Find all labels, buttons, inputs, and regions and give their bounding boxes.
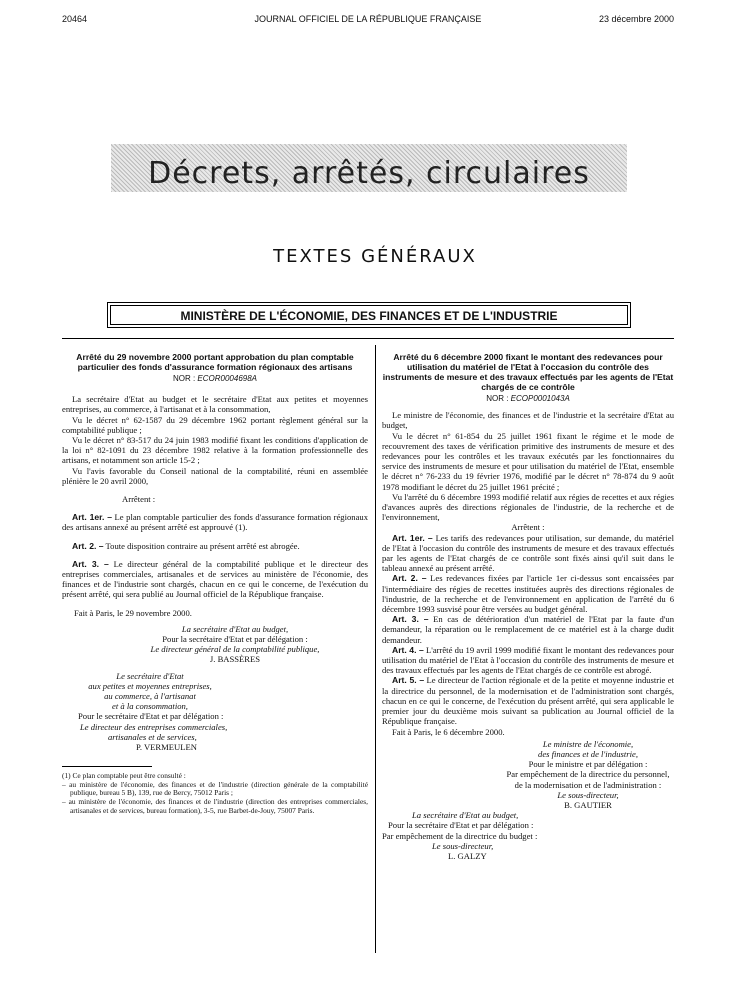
article	[382, 614, 674, 645]
article-label: Art. 3. –	[72, 558, 109, 569]
signature-line: Le directeur des entreprises commerciales,	[80, 721, 228, 732]
article-label: Art. 1er. –	[392, 532, 433, 543]
article-text: Toute disposition contraire au présent arrêté est abrogée.	[103, 540, 300, 551]
article	[382, 675, 674, 726]
running-header	[62, 12, 674, 28]
signatory-name: L. GALZY	[448, 850, 487, 861]
signature-line: et à la consommation,	[112, 701, 188, 712]
article-text: Le directeur général de la comptabilité publique et le directeur des entreprises commerciales, artisanales et de services au ministère de l'économie, des finances et de l'industrie sont chargés, chacun en ce qui le concerne, de l'exécution du présent arrêté, qui sera publié au Journal officiel de la République française.	[62, 558, 368, 600]
signature-line: Le ministre de l'économie,	[542, 738, 634, 749]
right-column	[382, 352, 674, 861]
article	[62, 512, 368, 532]
signature-line: Le sous-directeur,	[432, 840, 494, 851]
signature-line: Par empêchement de la directrice du personnel,	[506, 769, 670, 780]
signature-line: Pour la secrétaire d'Etat et par délégation :	[388, 820, 534, 831]
signature-line: Pour la secrétaire d'Etat et par délégation :	[162, 634, 308, 645]
article-label: Art. 5. –	[392, 675, 425, 686]
article-text: Le directeur de l'action régionale et de la petite et moyenne industrie et la directrice du personnel, de la modernisation et de l'administration sont chargés, chacun en ce qui le concerne, de l'exécution du présent arrêté, qui sera applicable le premier jour du deuxième mois suivant sa publication au Journal officiel de la République française.	[382, 675, 674, 727]
signature-block	[382, 810, 674, 861]
paragraph: Vu l'arrêté du 6 décembre 1993 modifié relatif aux régies de recettes et aux régies d'avances auprès des directions régionales de l'industrie, de la recherche et de l'environnement,	[382, 491, 674, 523]
signatory-name: J. BASSÈRES	[209, 654, 261, 665]
paragraph: Vu le décret n° 61-854 du 25 juillet 1961 fixant le régime et le mode de recouvrement des taxes de vérification primitive des instruments de mesure et des redevances pour les contrôles et les travaux exécutés par les fonctionnaires du service des instruments de mesure et pour utilisation du matériel de l'Etat, ensemble le décret n° 76-233 du 19 février 1976, modifié par le décret n° 78-874 du 9 août 1978 modifiant le décret du 25 juillet 1961 précité ;	[382, 430, 674, 492]
issue-date: 23 décembre 2000	[598, 14, 674, 24]
article-label: Art. 2. –	[72, 540, 104, 551]
signature-line: La secrétaire d'Etat au budget,	[181, 623, 289, 634]
signature-line: artisanales et de services,	[108, 731, 197, 742]
signature-block	[62, 671, 368, 712]
nor-label: NOR :	[172, 374, 198, 383]
signature-line: La secrétaire d'Etat au budget,	[412, 810, 519, 821]
section-heading: TEXTES GÉNÉRAUX	[273, 246, 477, 267]
signature-line: des finances et de l'industrie,	[538, 748, 638, 759]
nor-reference	[62, 374, 368, 384]
signatory-name: B. GAUTIER	[564, 799, 612, 810]
article-text: En cas de détérioration d'un matériel de l'Etat par la faute d'un demandeur, la réparation ou le remplacement de ce matériel est à la charge dudit demandeur.	[382, 614, 674, 645]
nor-code: ECOP0001043A	[510, 394, 570, 403]
ministry-title: MINISTÈRE DE L'ÉCONOMIE, DES FINANCES ET DE L'INDUSTRIE	[180, 309, 558, 323]
signatory-name: P. VERMEULEN	[136, 742, 197, 753]
footnote: – au ministère de l'économie, des finances et de l'industrie (direction des entreprises commerciales, artisanales et de services, bureau formation), 3-5, rue Barbet-de-Jouy, 75007 Paris.	[62, 797, 368, 815]
article-label: Art. 2. –	[392, 573, 427, 584]
article-text: Le plan comptable particulier des fonds d'assurance formation régionaux des artisans annexé au présent arrêté est approuvé (1).	[62, 512, 368, 533]
signature-date: Fait à Paris, le 6 décembre 2000.	[392, 726, 505, 737]
article-label: Art. 3. –	[392, 614, 429, 625]
article-text: Les tarifs des redevances pour utilisation, sur demande, du matériel de l'Etat à l'occasion du contrôle des instruments de mesure et des travaux effectués par les agents de l'Etat chargés de ce contrôle sont fixés ainsi qu'il suit dans le tableau annexé au présent arrêté.	[382, 532, 674, 574]
article-text: L'arrêté du 19 avril 1999 modifié fixant le montant des redevances pour utilisation du matériel de l'Etat à l'occasion du contrôle des instruments de mesure et des travaux effectués par les agents de l'Etat chargés de ce contrôle est abrogé.	[382, 644, 674, 676]
article	[382, 645, 674, 676]
signature-line: de la modernisation et de l'administration :	[514, 779, 662, 790]
signature-line: Pour le secrétaire d'Etat et par délégation :	[78, 711, 224, 722]
journal-title: JOURNAL OFFICIEL DE LA RÉPUBLIQUE FRANÇAISE	[254, 14, 482, 24]
section-banner	[111, 144, 627, 192]
decree-title: Arrêté du 6 décembre 2000 fixant le montant des redevances pour utilisation du matériel de l'Etat à l'occasion du contrôle des instruments de mesure et des travaux effectués par les agents de l'Etat chargés de ce contrôle	[382, 352, 674, 392]
article	[62, 559, 368, 600]
divider	[62, 338, 674, 339]
signature-line: Par empêchement de la directrice du budget :	[382, 830, 538, 841]
signature-line: Le directeur général de la comptabilité publique,	[150, 644, 320, 655]
nor-reference	[382, 394, 674, 404]
arretent: Arrêtent :	[511, 522, 545, 533]
paragraph: Vu le décret n° 62-1587 du 29 décembre 1962 portant règlement général sur la comptabilité publique ;	[62, 414, 368, 435]
footnote-divider	[62, 766, 152, 767]
article-text: Les redevances fixées par l'article 1er ci-dessus sont encaissées par l'intermédiaire des régies de recettes instituées auprès des directions régionales de l'industrie, de la recherche et de l'environnement en application de l'arrêté du 6 décembre 1993 susvisé pour être versées au budget général.	[382, 573, 674, 615]
nor-label: NOR :	[486, 394, 511, 403]
article	[382, 573, 674, 614]
article-label: Art. 1er. –	[72, 512, 112, 523]
signature-block	[382, 739, 674, 810]
article-label: Art. 4. –	[392, 644, 424, 655]
left-column	[62, 352, 368, 815]
nor-code: ECOR0004698A	[197, 374, 258, 383]
paragraph: Le ministre de l'économie, des finances et de l'industrie et la secrétaire d'Etat au budget,	[382, 410, 674, 431]
footnote: (1) Ce plan comptable peut être consulté :	[62, 771, 186, 781]
decree-title: Arrêté du 29 novembre 2000 portant approbation du plan comptable particulier des fonds d'assurance formation régionaux des artisans	[76, 352, 354, 372]
signature-line: Le sous-directeur,	[557, 789, 619, 800]
footnote: – au ministère de l'économie, des finances et de l'industrie (direction générale de la comptabilité publique, bureau 5 B), 139, rue de Bercy, 75012 Paris ;	[62, 779, 368, 798]
paragraph: Vu l'avis favorable du Conseil national de la comptabilité, réuni en assemblée plénière le 20 avril 2000,	[62, 465, 368, 486]
arretent: Arrêtent :	[122, 494, 156, 505]
paragraph: Vu le décret n° 83-517 du 24 juin 1983 modifié fixant les conditions d'application de la loi n° 82-1091 du 23 décembre 1982 relative à la formation professionnelle des artisans, et notamment son article 15-2 ;	[62, 435, 368, 466]
page-number: 20464	[62, 14, 88, 24]
ministry-box	[107, 302, 631, 328]
signature-date: Fait à Paris, le 29 novembre 2000.	[74, 607, 192, 618]
signature-block	[62, 624, 368, 665]
signature-line: Pour le ministre et par délégation :	[528, 759, 648, 770]
signature-line: au commerce, à l'artisanat	[104, 691, 196, 702]
paragraph: La secrétaire d'Etat au budget et le secrétaire d'Etat aux petites et moyennes entreprises, au commerce, à l'artisanat et à la consommation,	[62, 394, 368, 415]
banner-title: Décrets, arrêtés, circulaires	[148, 156, 590, 191]
signature-block	[62, 711, 368, 752]
signature-line: aux petites et moyennes entreprises,	[88, 680, 212, 691]
article	[62, 541, 368, 551]
article	[382, 533, 674, 574]
column-divider	[375, 345, 376, 953]
signature-line: Le secrétaire d'Etat	[116, 670, 184, 681]
